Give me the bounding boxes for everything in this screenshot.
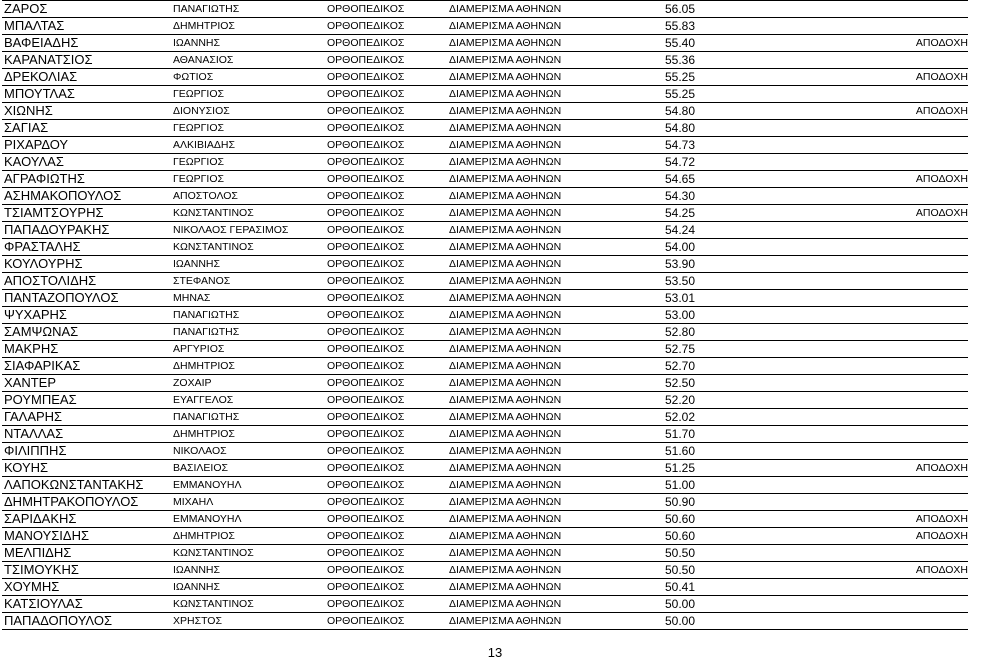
score-cell: 53.00: [663, 307, 815, 324]
score-cell: 54.65: [663, 171, 815, 188]
surname-cell: ΒΑΦΕΙΑΔΗΣ: [2, 35, 171, 52]
surname-cell: ΧΑΝΤΕΡ: [2, 375, 171, 392]
table-row: [2, 409, 968, 426]
status-cell: [815, 392, 968, 409]
first-name-cell: ΙΩΑΝΝΗΣ: [171, 35, 325, 52]
surname-cell: ΑΣΗΜΑΚΟΠΟΥΛΟΣ: [2, 188, 171, 205]
region-cell: ΔΙΑΜΕΡΙΣΜΑ ΑΘΗΝΩΝ: [447, 239, 663, 256]
score-cell: 54.00: [663, 239, 815, 256]
specialty-cell: ΟΡΘΟΠΕΔΙΚΟΣ: [325, 426, 447, 443]
table-row: [2, 596, 968, 613]
score-cell: 52.02: [663, 409, 815, 426]
first-name-cell: ΔΙΟΝΥΣΙΟΣ: [171, 103, 325, 120]
surname-cell: ΚΟΥΛΟΥΡΗΣ: [2, 256, 171, 273]
first-name-cell: ΙΩΑΝΝΗΣ: [171, 256, 325, 273]
first-name-cell: ΕΥΑΓΓΕΛΟΣ: [171, 392, 325, 409]
region-cell: ΔΙΑΜΕΡΙΣΜΑ ΑΘΗΝΩΝ: [447, 324, 663, 341]
table-row: [2, 579, 968, 596]
surname-cell: ΜΠΑΛΤΑΣ: [2, 18, 171, 35]
status-cell: [815, 290, 968, 307]
specialty-cell: ΟΡΘΟΠΕΔΙΚΟΣ: [325, 188, 447, 205]
specialty-cell: ΟΡΘΟΠΕΔΙΚΟΣ: [325, 613, 447, 630]
specialty-cell: ΟΡΘΟΠΕΔΙΚΟΣ: [325, 35, 447, 52]
status-cell: [815, 494, 968, 511]
surname-cell: ΦΙΛΙΠΠΗΣ: [2, 443, 171, 460]
specialty-cell: ΟΡΘΟΠΕΔΙΚΟΣ: [325, 18, 447, 35]
table-row: [2, 307, 968, 324]
table-row: [2, 154, 968, 171]
table-row: [2, 171, 968, 188]
specialty-cell: ΟΡΘΟΠΕΔΙΚΟΣ: [325, 290, 447, 307]
score-cell: 54.25: [663, 205, 815, 222]
score-cell: 52.50: [663, 375, 815, 392]
score-cell: 55.40: [663, 35, 815, 52]
table-row: [2, 52, 968, 69]
table-row: [2, 392, 968, 409]
first-name-cell: ΙΩΑΝΝΗΣ: [171, 562, 325, 579]
score-cell: 54.24: [663, 222, 815, 239]
surname-cell: ΡΙΧΑΡΔΟΥ: [2, 137, 171, 154]
surname-cell: ΣΑΡΙΔΑΚΗΣ: [2, 511, 171, 528]
specialty-cell: ΟΡΘΟΠΕΔΙΚΟΣ: [325, 443, 447, 460]
region-cell: ΔΙΑΜΕΡΙΣΜΑ ΑΘΗΝΩΝ: [447, 341, 663, 358]
table-row: [2, 1, 968, 18]
region-cell: ΔΙΑΜΕΡΙΣΜΑ ΑΘΗΝΩΝ: [447, 545, 663, 562]
first-name-cell: ΣΤΕΦΑΝΟΣ: [171, 273, 325, 290]
region-cell: ΔΙΑΜΕΡΙΣΜΑ ΑΘΗΝΩΝ: [447, 86, 663, 103]
score-cell: 52.75: [663, 341, 815, 358]
score-cell: 53.50: [663, 273, 815, 290]
status-cell: [815, 409, 968, 426]
surname-cell: ΔΗΜΗΤΡΑΚΟΠΟΥΛΟΣ: [2, 494, 171, 511]
specialty-cell: ΟΡΘΟΠΕΔΙΚΟΣ: [325, 273, 447, 290]
specialty-cell: ΟΡΘΟΠΕΔΙΚΟΣ: [325, 103, 447, 120]
score-cell: 55.25: [663, 86, 815, 103]
surname-cell: ΠΑΝΤΑΖΟΠΟΥΛΟΣ: [2, 290, 171, 307]
surname-cell: ΣΑΜΨΩΝΑΣ: [2, 324, 171, 341]
table-row: [2, 375, 968, 392]
status-cell: ΑΠΟΔΟΧΗ: [815, 460, 968, 477]
status-cell: [815, 443, 968, 460]
table-row: [2, 545, 968, 562]
status-cell: [815, 120, 968, 137]
specialty-cell: ΟΡΘΟΠΕΔΙΚΟΣ: [325, 307, 447, 324]
region-cell: ΔΙΑΜΕΡΙΣΜΑ ΑΘΗΝΩΝ: [447, 1, 663, 18]
surname-cell: ΓΑΛΑΡΗΣ: [2, 409, 171, 426]
first-name-cell: ΔΗΜΗΤΡΙΟΣ: [171, 528, 325, 545]
region-cell: ΔΙΑΜΕΡΙΣΜΑ ΑΘΗΝΩΝ: [447, 52, 663, 69]
surname-cell: ΠΑΠΑΔΟΥΡΑΚΗΣ: [2, 222, 171, 239]
score-cell: 55.83: [663, 18, 815, 35]
table-row: [2, 18, 968, 35]
table-row: [2, 137, 968, 154]
score-cell: 54.72: [663, 154, 815, 171]
score-cell: 51.60: [663, 443, 815, 460]
ranking-table-body: [2, 1, 968, 630]
status-cell: ΑΠΟΔΟΧΗ: [815, 528, 968, 545]
table-row: [2, 205, 968, 222]
status-cell: ΑΠΟΔΟΧΗ: [815, 562, 968, 579]
status-cell: [815, 324, 968, 341]
table-row: [2, 341, 968, 358]
first-name-cell: ΠΑΝΑΓΙΩΤΗΣ: [171, 307, 325, 324]
specialty-cell: ΟΡΘΟΠΕΔΙΚΟΣ: [325, 358, 447, 375]
specialty-cell: ΟΡΘΟΠΕΔΙΚΟΣ: [325, 137, 447, 154]
first-name-cell: ΒΑΣΙΛΕΙΟΣ: [171, 460, 325, 477]
score-cell: 54.80: [663, 120, 815, 137]
first-name-cell: ΚΩΝΣΤΑΝΤΙΝΟΣ: [171, 545, 325, 562]
score-cell: 54.80: [663, 103, 815, 120]
status-cell: [815, 358, 968, 375]
status-cell: ΑΠΟΔΟΧΗ: [815, 171, 968, 188]
region-cell: ΔΙΑΜΕΡΙΣΜΑ ΑΘΗΝΩΝ: [447, 443, 663, 460]
table-row: [2, 477, 968, 494]
first-name-cell: ΜΗΝΑΣ: [171, 290, 325, 307]
surname-cell: ΑΓΡΑΦΙΩΤΗΣ: [2, 171, 171, 188]
status-cell: [815, 1, 968, 18]
specialty-cell: ΟΡΘΟΠΕΔΙΚΟΣ: [325, 154, 447, 171]
table-row: [2, 273, 968, 290]
specialty-cell: ΟΡΘΟΠΕΔΙΚΟΣ: [325, 120, 447, 137]
first-name-cell: ΑΛΚΙΒΙΑΔΗΣ: [171, 137, 325, 154]
table-row: [2, 426, 968, 443]
score-cell: 51.00: [663, 477, 815, 494]
table-row: [2, 358, 968, 375]
first-name-cell: ΑΘΑΝΑΣΙΟΣ: [171, 52, 325, 69]
surname-cell: ΜΑΝΟΥΣΙΔΗΣ: [2, 528, 171, 545]
status-cell: [815, 426, 968, 443]
first-name-cell: ΔΗΜΗΤΡΙΟΣ: [171, 18, 325, 35]
region-cell: ΔΙΑΜΕΡΙΣΜΑ ΑΘΗΝΩΝ: [447, 137, 663, 154]
first-name-cell: ΧΡΗΣΤΟΣ: [171, 613, 325, 630]
specialty-cell: ΟΡΘΟΠΕΔΙΚΟΣ: [325, 460, 447, 477]
region-cell: ΔΙΑΜΕΡΙΣΜΑ ΑΘΗΝΩΝ: [447, 188, 663, 205]
score-cell: 52.80: [663, 324, 815, 341]
table-row: [2, 443, 968, 460]
region-cell: ΔΙΑΜΕΡΙΣΜΑ ΑΘΗΝΩΝ: [447, 171, 663, 188]
score-cell: 55.36: [663, 52, 815, 69]
region-cell: ΔΙΑΜΕΡΙΣΜΑ ΑΘΗΝΩΝ: [447, 562, 663, 579]
score-cell: 50.00: [663, 613, 815, 630]
score-cell: 50.60: [663, 511, 815, 528]
specialty-cell: ΟΡΘΟΠΕΔΙΚΟΣ: [325, 1, 447, 18]
surname-cell: ΠΑΠΑΔΟΠΟΥΛΟΣ: [2, 613, 171, 630]
surname-cell: ΝΤΑΛΛΑΣ: [2, 426, 171, 443]
surname-cell: ΚΑΤΣΙΟΥΛΑΣ: [2, 596, 171, 613]
table-row: [2, 239, 968, 256]
score-cell: 55.25: [663, 69, 815, 86]
status-cell: [815, 239, 968, 256]
score-cell: 50.90: [663, 494, 815, 511]
table-row: [2, 460, 968, 477]
region-cell: ΔΙΑΜΕΡΙΣΜΑ ΑΘΗΝΩΝ: [447, 392, 663, 409]
region-cell: ΔΙΑΜΕΡΙΣΜΑ ΑΘΗΝΩΝ: [447, 18, 663, 35]
specialty-cell: ΟΡΘΟΠΕΔΙΚΟΣ: [325, 494, 447, 511]
score-cell: 50.41: [663, 579, 815, 596]
region-cell: ΔΙΑΜΕΡΙΣΜΑ ΑΘΗΝΩΝ: [447, 596, 663, 613]
status-cell: [815, 137, 968, 154]
page-number: 13: [487, 645, 503, 660]
region-cell: ΔΙΑΜΕΡΙΣΜΑ ΑΘΗΝΩΝ: [447, 307, 663, 324]
status-cell: [815, 579, 968, 596]
surname-cell: ΣΙΑΦΑΡΙΚΑΣ: [2, 358, 171, 375]
specialty-cell: ΟΡΘΟΠΕΔΙΚΟΣ: [325, 222, 447, 239]
status-cell: [815, 545, 968, 562]
region-cell: ΔΙΑΜΕΡΙΣΜΑ ΑΘΗΝΩΝ: [447, 460, 663, 477]
region-cell: ΔΙΑΜΕΡΙΣΜΑ ΑΘΗΝΩΝ: [447, 409, 663, 426]
surname-cell: ΜΠΟΥΤΛΑΣ: [2, 86, 171, 103]
table-row: [2, 86, 968, 103]
first-name-cell: ΠΑΝΑΓΙΩΤΗΣ: [171, 409, 325, 426]
surname-cell: ΚΑΡΑΝΑΤΣΙΟΣ: [2, 52, 171, 69]
specialty-cell: ΟΡΘΟΠΕΔΙΚΟΣ: [325, 579, 447, 596]
status-cell: [815, 273, 968, 290]
specialty-cell: ΟΡΘΟΠΕΔΙΚΟΣ: [325, 52, 447, 69]
status-cell: [815, 375, 968, 392]
status-cell: [815, 18, 968, 35]
status-cell: ΑΠΟΔΟΧΗ: [815, 69, 968, 86]
score-cell: 53.90: [663, 256, 815, 273]
table-row: [2, 103, 968, 120]
region-cell: ΔΙΑΜΕΡΙΣΜΑ ΑΘΗΝΩΝ: [447, 375, 663, 392]
region-cell: ΔΙΑΜΕΡΙΣΜΑ ΑΘΗΝΩΝ: [447, 477, 663, 494]
specialty-cell: ΟΡΘΟΠΕΔΙΚΟΣ: [325, 239, 447, 256]
first-name-cell: ΓΕΩΡΓΙΟΣ: [171, 86, 325, 103]
first-name-cell: ΖΟΧΑΙΡ: [171, 375, 325, 392]
status-cell: [815, 307, 968, 324]
table-row: [2, 562, 968, 579]
first-name-cell: ΔΗΜΗΤΡΙΟΣ: [171, 358, 325, 375]
specialty-cell: ΟΡΘΟΠΕΔΙΚΟΣ: [325, 528, 447, 545]
region-cell: ΔΙΑΜΕΡΙΣΜΑ ΑΘΗΝΩΝ: [447, 528, 663, 545]
specialty-cell: ΟΡΘΟΠΕΔΙΚΟΣ: [325, 409, 447, 426]
region-cell: ΔΙΑΜΕΡΙΣΜΑ ΑΘΗΝΩΝ: [447, 222, 663, 239]
table-row: [2, 222, 968, 239]
specialty-cell: ΟΡΘΟΠΕΔΙΚΟΣ: [325, 596, 447, 613]
specialty-cell: ΟΡΘΟΠΕΔΙΚΟΣ: [325, 511, 447, 528]
region-cell: ΔΙΑΜΕΡΙΣΜΑ ΑΘΗΝΩΝ: [447, 154, 663, 171]
first-name-cell: ΓΕΩΡΓΙΟΣ: [171, 120, 325, 137]
surname-cell: ΜΕΛΠΙΔΗΣ: [2, 545, 171, 562]
first-name-cell: ΓΕΩΡΓΙΟΣ: [171, 171, 325, 188]
first-name-cell: ΑΡΓΥΡΙΟΣ: [171, 341, 325, 358]
region-cell: ΔΙΑΜΕΡΙΣΜΑ ΑΘΗΝΩΝ: [447, 579, 663, 596]
table-row: [2, 120, 968, 137]
score-cell: 51.25: [663, 460, 815, 477]
status-cell: ΑΠΟΔΟΧΗ: [815, 511, 968, 528]
specialty-cell: ΟΡΘΟΠΕΔΙΚΟΣ: [325, 324, 447, 341]
first-name-cell: ΚΩΝΣΤΑΝΤΙΝΟΣ: [171, 596, 325, 613]
status-cell: [815, 52, 968, 69]
status-cell: [815, 341, 968, 358]
specialty-cell: ΟΡΘΟΠΕΔΙΚΟΣ: [325, 341, 447, 358]
first-name-cell: ΝΙΚΟΛΑΟΣ ΓΕΡΑΣΙΜΟΣ: [171, 222, 325, 239]
ranking-table: [2, 0, 968, 630]
first-name-cell: ΕΜΜΑΝΟΥΗΛ: [171, 477, 325, 494]
region-cell: ΔΙΑΜΕΡΙΣΜΑ ΑΘΗΝΩΝ: [447, 205, 663, 222]
score-cell: 53.01: [663, 290, 815, 307]
first-name-cell: ΔΗΜΗΤΡΙΟΣ: [171, 426, 325, 443]
status-cell: [815, 613, 968, 630]
score-cell: 56.05: [663, 1, 815, 18]
surname-cell: ΧΙΩΝΗΣ: [2, 103, 171, 120]
surname-cell: ΛΑΠΟΚΩΝΣΤΑΝΤΑΚΗΣ: [2, 477, 171, 494]
table-row: [2, 494, 968, 511]
specialty-cell: ΟΡΘΟΠΕΔΙΚΟΣ: [325, 86, 447, 103]
region-cell: ΔΙΑΜΕΡΙΣΜΑ ΑΘΗΝΩΝ: [447, 256, 663, 273]
first-name-cell: ΕΜΜΑΝΟΥΗΛ: [171, 511, 325, 528]
surname-cell: ΤΣΙΜΟΥΚΗΣ: [2, 562, 171, 579]
surname-cell: ΑΠΟΣΤΟΛΙΔΗΣ: [2, 273, 171, 290]
surname-cell: ΚΑΟΥΛΑΣ: [2, 154, 171, 171]
surname-cell: ΔΡΕΚΟΛΙΑΣ: [2, 69, 171, 86]
surname-cell: ΣΑΓΙΑΣ: [2, 120, 171, 137]
table-row: [2, 256, 968, 273]
table-row: [2, 511, 968, 528]
table-row: [2, 188, 968, 205]
table-row: [2, 528, 968, 545]
region-cell: ΔΙΑΜΕΡΙΣΜΑ ΑΘΗΝΩΝ: [447, 290, 663, 307]
table-row: [2, 35, 968, 52]
specialty-cell: ΟΡΘΟΠΕΔΙΚΟΣ: [325, 205, 447, 222]
status-cell: [815, 222, 968, 239]
region-cell: ΔΙΑΜΕΡΙΣΜΑ ΑΘΗΝΩΝ: [447, 69, 663, 86]
table-row: [2, 69, 968, 86]
first-name-cell: ΜΙΧΑΗΛ: [171, 494, 325, 511]
region-cell: ΔΙΑΜΕΡΙΣΜΑ ΑΘΗΝΩΝ: [447, 103, 663, 120]
status-cell: ΑΠΟΔΟΧΗ: [815, 205, 968, 222]
status-cell: [815, 256, 968, 273]
table-row: [2, 324, 968, 341]
region-cell: ΔΙΑΜΕΡΙΣΜΑ ΑΘΗΝΩΝ: [447, 494, 663, 511]
score-cell: 51.70: [663, 426, 815, 443]
surname-cell: ΚΟΥΗΣ: [2, 460, 171, 477]
specialty-cell: ΟΡΘΟΠΕΔΙΚΟΣ: [325, 545, 447, 562]
score-cell: 50.00: [663, 596, 815, 613]
surname-cell: ΖΑΡΟΣ: [2, 1, 171, 18]
specialty-cell: ΟΡΘΟΠΕΔΙΚΟΣ: [325, 69, 447, 86]
first-name-cell: ΑΠΟΣΤΟΛΟΣ: [171, 188, 325, 205]
status-cell: [815, 154, 968, 171]
first-name-cell: ΚΩΝΣΤΑΝΤΙΝΟΣ: [171, 205, 325, 222]
region-cell: ΔΙΑΜΕΡΙΣΜΑ ΑΘΗΝΩΝ: [447, 120, 663, 137]
surname-cell: ΡΟΥΜΠΕΑΣ: [2, 392, 171, 409]
region-cell: ΔΙΑΜΕΡΙΣΜΑ ΑΘΗΝΩΝ: [447, 613, 663, 630]
surname-cell: ΜΑΚΡΗΣ: [2, 341, 171, 358]
surname-cell: ΦΡΑΣΤΑΛΗΣ: [2, 239, 171, 256]
region-cell: ΔΙΑΜΕΡΙΣΜΑ ΑΘΗΝΩΝ: [447, 35, 663, 52]
status-cell: ΑΠΟΔΟΧΗ: [815, 103, 968, 120]
region-cell: ΔΙΑΜΕΡΙΣΜΑ ΑΘΗΝΩΝ: [447, 511, 663, 528]
status-cell: [815, 477, 968, 494]
surname-cell: ΤΣΙΑΜΤΣΟΥΡΗΣ: [2, 205, 171, 222]
score-cell: 54.73: [663, 137, 815, 154]
specialty-cell: ΟΡΘΟΠΕΔΙΚΟΣ: [325, 256, 447, 273]
specialty-cell: ΟΡΘΟΠΕΔΙΚΟΣ: [325, 562, 447, 579]
status-cell: ΑΠΟΔΟΧΗ: [815, 35, 968, 52]
specialty-cell: ΟΡΘΟΠΕΔΙΚΟΣ: [325, 392, 447, 409]
first-name-cell: ΦΩΤΙΟΣ: [171, 69, 325, 86]
status-cell: [815, 86, 968, 103]
first-name-cell: ΠΑΝΑΓΙΩΤΗΣ: [171, 324, 325, 341]
table-row: [2, 613, 968, 630]
first-name-cell: ΚΩΝΣΤΑΝΤΙΝΟΣ: [171, 239, 325, 256]
status-cell: [815, 188, 968, 205]
surname-cell: ΧΟΥΜΗΣ: [2, 579, 171, 596]
region-cell: ΔΙΑΜΕΡΙΣΜΑ ΑΘΗΝΩΝ: [447, 358, 663, 375]
region-cell: ΔΙΑΜΕΡΙΣΜΑ ΑΘΗΝΩΝ: [447, 273, 663, 290]
table-row: [2, 290, 968, 307]
region-cell: ΔΙΑΜΕΡΙΣΜΑ ΑΘΗΝΩΝ: [447, 426, 663, 443]
score-cell: 54.30: [663, 188, 815, 205]
score-cell: 50.60: [663, 528, 815, 545]
first-name-cell: ΓΕΩΡΓΙΟΣ: [171, 154, 325, 171]
score-cell: 50.50: [663, 562, 815, 579]
first-name-cell: ΙΩΑΝΝΗΣ: [171, 579, 325, 596]
first-name-cell: ΠΑΝΑΓΙΩΤΗΣ: [171, 1, 325, 18]
specialty-cell: ΟΡΘΟΠΕΔΙΚΟΣ: [325, 477, 447, 494]
score-cell: 50.50: [663, 545, 815, 562]
score-cell: 52.70: [663, 358, 815, 375]
status-cell: [815, 596, 968, 613]
score-cell: 52.20: [663, 392, 815, 409]
specialty-cell: ΟΡΘΟΠΕΔΙΚΟΣ: [325, 171, 447, 188]
surname-cell: ΨΥΧΑΡΗΣ: [2, 307, 171, 324]
first-name-cell: ΝΙΚΟΛΑΟΣ: [171, 443, 325, 460]
specialty-cell: ΟΡΘΟΠΕΔΙΚΟΣ: [325, 375, 447, 392]
